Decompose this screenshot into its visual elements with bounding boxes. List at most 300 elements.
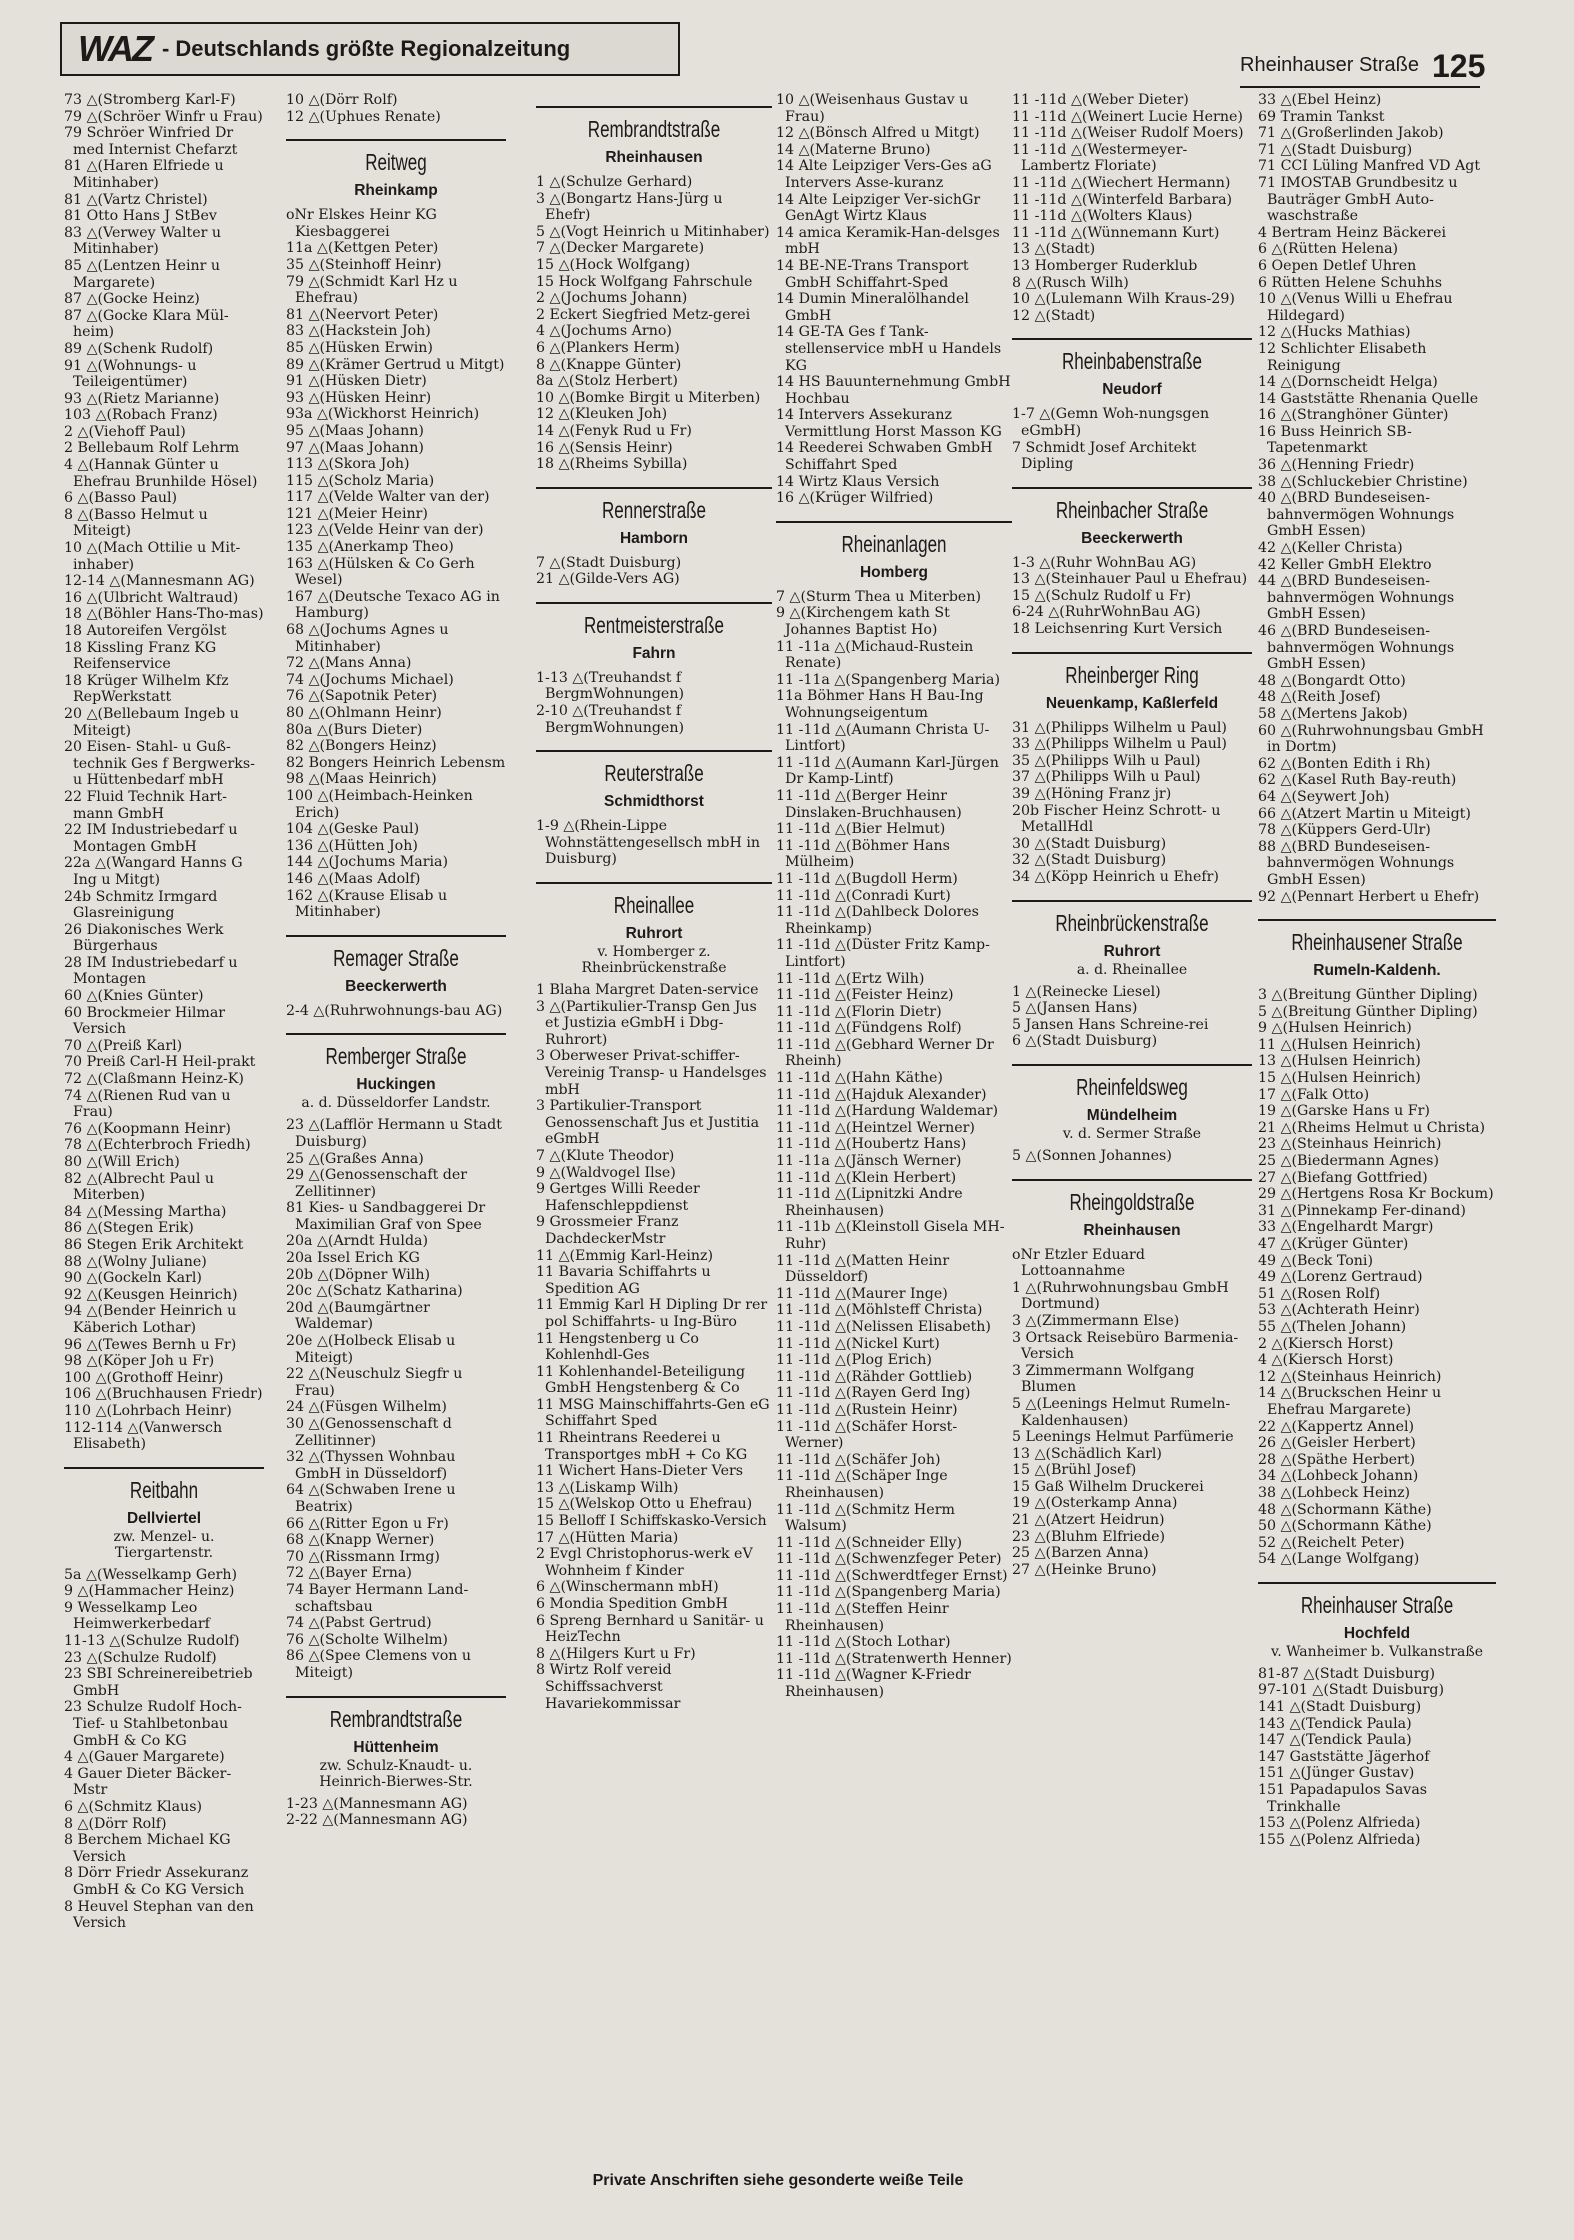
address-entry: 62 △(Kasel Ruth Bay-reuth) [1258,772,1457,789]
address-entry: 23 △(Bluhm Elfriede) [1012,1528,1166,1545]
address-entry: 2 △(Kiersch Horst) [1258,1335,1394,1352]
address-entry: 4 △(Gauer Margarete) [64,1749,225,1766]
address-entry: 32 △(Stadt Duisburg) [1012,852,1167,869]
address-entry: 11 -11d △(Feister Heinz) [776,987,954,1004]
address-entry: 20 Eisen- Stahl- u Guß-technik Ges f Bergwerks- u Hüttenbedarf mbH [64,739,255,789]
address-entry: 1 △(Ruhrwohnungsbau GmbH Dortmund) [1012,1279,1229,1313]
header-rule [1240,86,1480,88]
district-name: Hochfeld [1343,1624,1411,1642]
address-entry: 49 △(Beck Toni) [1258,1252,1373,1269]
address-entry: 27 △(Heinke Bruno) [1012,1561,1157,1578]
address-entry: 93 △(Rietz Marianne) [64,390,220,407]
address-entry: 9 △(Kirchengem kath St Johannes Baptist Ho) [776,605,950,639]
district-name: Fahrn [632,644,676,662]
address-entry: 55 △(Thelen Johann) [1258,1318,1407,1335]
address-entry: 19 △(Garske Hans u Fr) [1258,1103,1430,1120]
street-block-header [1012,1064,1252,1142]
street-name: Rheinbrückenstraße [1055,909,1209,936]
address-entry: 10 △(Bomke Birgit u Miterben) [536,389,761,406]
address-entry: 90 △(Gockeln Karl) [64,1270,202,1287]
address-entry: 91 △(Hüsken Dietr) [286,373,427,390]
address-entry: 110 △(Lohrbach Heinr) [64,1402,232,1419]
address-entry: 23 Schulze Rudolf Hoch- Tief- u Stahlbetonbau GmbH & Co KG [64,1699,242,1749]
address-entry: 7 Schmidt Josef Architekt Dipling [1012,439,1197,473]
address-entry: 11 Kohlenhandel-Beteiligung GmbH Hengstenberg & Co [536,1363,746,1397]
address-entry: 6 Spreng Bernhard u Sanitär- u HeizTechn [536,1612,764,1646]
address-entry: 84 △(Messing Martha) [64,1203,227,1220]
address-entry: 18 Autoreifen Vergölst [64,623,227,639]
address-entry: 22 △(Neuschulz Siegfr u Frau) [286,1366,463,1399]
address-entry: 1-3 △(Ruhr WohnBau AG) [1012,554,1197,571]
address-entry: 86 △(Spee Clemens von u Miteigt) [286,1648,472,1681]
address-entry: 11 -11d △(Hajduk Alexander) [776,1086,987,1103]
address-entry: 6 △(Basso Paul) [64,490,178,507]
address-entry: 8 Wirtz Rolf vereid Schiffssachverst Havariekommissar [536,1662,681,1712]
address-entry: 35 △(Steinhoff Heinr) [286,256,442,273]
address-entry: 91 △(Wohnungs- u Teileigentümer) [64,357,197,391]
street-block-header [286,1696,506,1790]
district-name: Rumeln-Kaldenh. [1313,962,1441,980]
address-entry: 9 Gertges Willi Reeder Hafenschleppdienst [536,1181,700,1214]
address-entry: 1 △(Reinecke Liesel) [1012,983,1161,1000]
address-entry: 11 -11d △(Schneider Elly) [776,1534,963,1551]
address-entry: 7 △(Decker Margarete) [536,240,705,257]
address-entry: 11 -11d △(Berger Heinr Dinslaken-Bruchhausen) [776,787,962,821]
address-entry: 60 △(Knies Günter) [64,988,204,1005]
address-entry: 3 △(Bongartz Hans-Jürg u Ehefr) [536,190,723,224]
address-entry: 3 Ortsack Reisebüro Barmenia-Versich [1012,1329,1239,1363]
address-entry: 11 -11a △(Michaud-Rustein Renate) [776,638,974,672]
address-entry: 7 △(Sturm Thea u Miterben) [776,588,981,605]
address-entry: 9 △(Hammacher Heinz) [64,1583,235,1600]
address-entry: 11 Rheintrans Reederei u Transportges mbH + Co KG [536,1430,748,1463]
street-name: Remager Straße [333,944,459,971]
address-entry: 8 △(Hilgers Kurt u Fr) [536,1645,696,1662]
address-entry: 74 △(Jochums Michael) [286,671,454,688]
address-entry: 8 △(Knappe Günter) [536,356,682,373]
street-block-header [1258,1582,1496,1660]
address-entry: 36 △(Henning Friedr) [1258,457,1415,474]
address-entry: 2 △(Viehoff Paul) [64,423,186,440]
address-entry: 11 -11d △(Nelissen Elisabeth) [776,1318,991,1335]
address-entry: 97 △(Maas Johann) [286,439,424,456]
newspaper-masthead [60,22,680,76]
address-entry: 83 △(Verwey Walter u Mitinhaber) [64,224,222,258]
address-entry: 81 Kies- u Sandbaggerei Dr Maximilian Graf von Spee [286,1200,486,1233]
address-entry: 49 △(Lorenz Gertraud) [1258,1269,1423,1286]
address-entry: 14 BE-NE-Trans Transport GmbH Schiffahrt-Sped [776,257,969,291]
address-entry: 20a Issel Erich KG [286,1250,420,1267]
address-entry: 14 △(Fenyk Rud u Fr) [536,422,692,439]
address-entry: 12 △(Bönsch Alfred u Mitgt) [776,125,980,142]
street-name: Rheinhauser Straße [1300,1591,1454,1618]
street-name: Remberger Straße [325,1043,467,1070]
address-entry: 11 -11d △(Houbertz Hans) [776,1136,967,1153]
address-entry: 14 amica Keramik-Han-delsges mbH [776,224,1000,258]
street-block-header [776,521,1012,583]
address-entry: 16 Buss Heinrich SB-Tapetenmarkt [1258,423,1412,457]
address-entry: 8 △(Rusch Wilh) [1012,274,1129,291]
address-entry: 11 -11d △(Wünnemann Kurt) [1012,224,1220,241]
address-entry: 11 -11d △(Lipnitzki Andre Rheinhausen) [776,1186,963,1219]
address-entry: 76 △(Scholte Wilhelm) [286,1631,448,1648]
address-entry: 155 △(Polenz Alfrieda) [1258,1831,1421,1848]
address-entry: 9 △(Hulsen Heinrich) [1258,1020,1412,1037]
address-entry: 11 -11d △(Aumann Karl-Jürgen Dr Kamp-Lintf) [776,754,999,788]
address-entry: 35 △(Philipps Wilh u Paul) [1012,752,1201,769]
address-entry: 30 △(Genossenschaft d Zellitinner) [286,1416,452,1449]
address-entry: 98 △(Köper Joh u Fr) [64,1353,215,1370]
address-entry: 2 △(Jochums Johann) [536,290,688,307]
address-entry: 12 △(Hucks Mathias) [1258,324,1411,341]
address-entry: 28 IM Industriebedarf u Montagen [64,954,238,988]
address-entry: 81 Otto Hans J StBev [64,208,217,225]
street-location-note: v. Homberger z. Rheinbrückenstraße [581,944,727,977]
address-entry: 78 △(Echterbroch Friedh) [64,1137,251,1154]
address-entry: 7 △(Klute Theodor) [536,1147,675,1164]
district-name: Beeckerwerth [1081,529,1183,547]
address-entry: 29 △(Genossenschaft der Zellitinner) [286,1167,468,1200]
address-entry: 14 △(Bruckschen Heinr u Ehefrau Margarete) [1258,1385,1442,1418]
address-entry: 18 Kissling Franz KG Reifenservice [64,639,217,673]
address-entry: 100 △(Grothoff Heinr) [64,1369,224,1386]
address-entry: 11-13 △(Schulze Rudolf) [64,1633,240,1650]
address-entry: 12 Schlichter Elisabeth Reinigung [1258,340,1427,374]
address-entry: 11 Emmig Karl H Dipling Dr rer pol Schiffahrts- u Ing-Büro [536,1297,768,1330]
address-entry: 12 △(Kleuken Joh) [536,406,668,423]
address-entry: 8 Heuvel Stephan van den Versich [64,1898,254,1932]
street-block-header [1012,1179,1252,1241]
address-entry: 97-101 △(Stadt Duisburg) [1258,1682,1445,1699]
district-name: Ruhrort [1103,942,1161,960]
address-entry: 14 Alte Leipziger Vers-Ges aG Intervers Asse-kuranz [776,158,992,191]
address-entry: 11 -11d △(Schäper Inge Rheinhausen) [776,1468,948,1501]
address-entry: 15 △(Welskop Otto u Ehefrau) [536,1496,753,1513]
address-entry: 11a Böhmer Hans H Bau-Ing Wohnungseigentum [776,688,984,721]
address-entry: 9 Grossmeier Franz DachdeckerMstr [536,1214,679,1247]
district-name: Schmidthorst [604,793,704,811]
street-name: Rennerstraße [601,496,707,523]
street-block-header [536,750,772,812]
address-entry: 58 △(Mertens Jakob) [1258,705,1408,722]
address-entry: 72 △(Bayer Erna) [286,1565,412,1582]
address-entry: 18 Leichsenring Kurt Versich [1012,621,1223,638]
street-block-header [1012,652,1252,714]
street-block-header [536,602,772,664]
address-entry: 8 Dörr Friedr Assekuranz GmbH & Co KG Versich [64,1865,249,1898]
address-entry: 153 △(Polenz Alfrieda) [1258,1815,1421,1832]
street-location-note: a. d. Düsseldorfer Landstr. [301,1095,491,1112]
address-entry: 11 -11d △(Rayen Gerd Ing) [776,1385,971,1402]
district-name: Rheinhausen [605,149,703,166]
address-entry: 34 △(Lohbeck Johann) [1258,1468,1419,1485]
address-entry: 2 Bellebaum Rolf Lehrm [64,440,240,457]
street-name: Rheinbacher Straße [1055,496,1209,523]
footer-note: Private Anschriften siehe gesonderte weiße Teile [592,2172,964,2189]
address-entry: 68 △(Jochums Agnes u Mitinhaber) [286,622,449,655]
address-entry: 40 △(BRD Bundeseisen-bahnvermögen Wohnungs GmbH Essen) [1258,490,1455,540]
address-entry: 69 Tramin Tankst [1258,108,1385,125]
address-entry: 162 △(Krause Elisab u Mitinhaber) [286,887,448,921]
address-entry: 9 △(Waldvogel Ilse) [536,1164,676,1181]
address-entry: 81 △(Neervort Peter) [286,306,439,323]
address-entry: 21 △(Rheims Helmut u Christa) [1258,1119,1486,1136]
address-entry: 48 △(Schormann Käthe) [1258,1501,1432,1518]
address-entry: 28 △(Späthe Herbert) [1258,1451,1416,1468]
address-entry: 11 -11d △(Böhmer Hans Mülheim) [776,837,950,871]
address-entry: 15 △(Schulz Rudolf u Fr) [1012,587,1192,604]
address-entry: 11 MSG Mainschiffahrts-Gen eG Schiffahrt Sped [536,1396,770,1430]
address-entry: 6 △(Rütten Helena) [1258,241,1399,258]
street-name: Rheinbabenstraße [1061,348,1203,375]
address-entry: 11 -11d △(Stoch Lothar) [776,1634,951,1651]
address-entry: 10 △(Dörr Rolf) [286,92,398,108]
street-name: Reuterstraße [604,760,704,787]
address-entry: 11 -11d △(Hahn Käthe) [776,1070,943,1087]
address-entry: 11 -11d △(Gebhard Werner Dr Rheinh) [776,1036,994,1070]
address-entry: 79 △(Schröer Winfr u Frau) [64,108,263,125]
address-entry: 15 △(Hock Wolfgang) [536,256,691,273]
address-entry: 1-9 △(Rhein-Lippe Wohnstättengesellsch mbH in Duisburg) [536,818,761,868]
street-location-note: zw. Schulz-Knaudt- u. Heinrich-Bierwes-Str. [319,1757,473,1790]
address-entry: 78 △(Küppers Gerd-Ulr) [1258,822,1431,839]
address-entry: 11 -11d △(Weber Dieter) [1012,92,1189,108]
directory-column-1 [64,92,264,2222]
address-entry: 151 △(Jünger Gustav) [1258,1765,1415,1782]
address-entry: 4 △(Jochums Arno) [536,323,672,340]
address-entry: 115 △(Scholz Maria) [286,472,435,489]
directory-column-6 [1258,92,1496,2222]
address-entry: 27 △(Biefang Gottfried) [1258,1169,1428,1186]
address-entry: 64 △(Seywert Joh) [1258,788,1390,805]
address-entry: 11 -11d △(Fündgens Rolf) [776,1020,962,1037]
address-entry: 11 -11d △(Weiser Rudolf Moers) [1012,125,1244,142]
street-block-header [64,1467,264,1561]
address-entry: 13 △(Hulsen Heinrich) [1258,1053,1421,1070]
address-entry: 23 △(Lafflör Hermann u Stadt Duisburg) [286,1117,502,1150]
address-entry: 66 △(Atzert Martin u Miteigt) [1258,805,1471,822]
address-entry: 147 △(Tendick Paula) [1258,1732,1412,1749]
district-name: Huckingen [356,1076,436,1094]
address-entry: 11 -11d △(Klein Herbert) [776,1169,957,1186]
district-name: Hüttenheim [353,1738,439,1756]
address-entry: 37 △(Philipps Wilh u Paul) [1012,769,1201,786]
address-entry: 143 △(Tendick Paula) [1258,1715,1412,1732]
address-entry: 10 △(Lulemann Wilh Kraus-29) [1012,291,1235,308]
address-entry: oNr Elskes Heinr KG Kiesbaggerei [286,207,437,240]
address-entry: 20e △(Holbeck Elisab u Miteigt) [286,1333,456,1366]
address-entry: 26 Diakonisches Werk Bürgerhaus [64,921,224,955]
street-location-note: v. Wanheimer b. Vulkanstraße [1270,1643,1484,1660]
address-entry: 92 △(Keusgen Heinrich) [64,1286,238,1303]
address-entry: 38 △(Lohbeck Heinz) [1258,1484,1411,1501]
address-entry: 71 △(Stadt Duisburg) [1258,141,1413,158]
address-entry: 22 Fluid Technik Hart-mann GmbH [64,788,227,822]
district-name: Beeckerwerth [345,977,447,995]
street-block-header [286,1033,506,1111]
address-entry: 47 △(Krüger Günter) [1258,1236,1409,1252]
address-entry: 11 -11d △(Schmitz Herm Walsum) [776,1501,955,1535]
address-entry: 10 △(Mach Ottilie u Mit-inhaber) [64,540,241,573]
address-entry: 11 -11d △(Aumann Christa U-Lintfort) [776,721,990,755]
address-entry: 93a △(Wickhorst Heinrich) [286,406,480,423]
address-entry: 80a △(Burs Dieter) [286,721,423,738]
address-entry: 11 -11d △(Plog Erich) [776,1352,932,1369]
street-name: Rheinallee [613,892,695,919]
address-entry: 3 Oberweser Privat-schiffer-Vereinig Transp- u Handelsges mbH [536,1048,767,1098]
address-entry: 60 Brockmeier Hilmar Versich [64,1004,226,1038]
address-entry: 11 -11d △(Conradi Kurt) [776,887,951,904]
address-entry: 144 △(Jochums Maria) [286,854,449,871]
address-entry: 25 △(Graßes Anna) [286,1150,424,1167]
address-entry: 15 Belloff I Schiffskasko-Versich [536,1513,767,1530]
address-entry: 83 △(Hackstein Joh) [286,323,431,340]
address-entry: oNr Etzler Eduard Lottoannahme [1012,1246,1145,1280]
address-entry: 42 △(Keller Christa) [1258,540,1403,557]
address-entry: 17 △(Falk Otto) [1258,1086,1370,1103]
address-entry: 11 -11d △(Wagner K-Friedr Rheinhausen) [776,1667,971,1701]
address-entry: 70 Preiß Carl-H Heil-prakt [64,1054,256,1071]
address-entry: 74 △(Rienen Rud van u Frau) [64,1087,231,1121]
address-entry: 11 -11d △(Ertz Wilh) [776,970,925,987]
address-entry: 11 -11d △(Westermeyer-Lambertz Floriate) [1012,141,1188,175]
address-entry: 11 -11d △(Düster Fritz Kamp-Lintfort) [776,937,990,970]
address-entry: 5 Jansen Hans Schreine-rei [1012,1016,1209,1033]
address-entry: 70 △(Preiß Karl) [64,1037,183,1054]
address-entry: 25 △(Barzen Anna) [1012,1545,1149,1562]
address-entry: 11 -11d △(Steffen Heinr Rheinhausen) [776,1601,949,1634]
address-entry: 23 △(Steinhaus Heinrich) [1258,1136,1442,1153]
address-entry: 82 △(Albrecht Paul u Miterben) [64,1170,215,1204]
address-entry: 2-10 △(Treuhandst f BergmWohnungen) [536,703,684,736]
address-entry: 33 △(Ebel Heinz) [1258,92,1382,108]
waz-logo: WAZ [78,28,152,69]
address-entry: 3 Zimmermann Wolfgang Blumen [1012,1362,1195,1396]
address-entry: 4 Gauer Dieter Bäcker-Mstr [64,1765,232,1799]
street-block-header [1258,919,1496,981]
address-entry: 87 △(Gocke Klara Mül-heim) [64,307,229,341]
address-entry: 46 △(BRD Bundeseisen-bahnvermögen Wohnungs GmbH Essen) [1258,623,1455,673]
address-entry: 5 △(Vogt Heinrich u Mitinhaber) [536,223,770,240]
address-entry: 25 △(Biedermann Agnes) [1258,1153,1440,1170]
address-entry: 14 Alte Leipziger Ver-sichGr GenAgt Wirtz Klaus [776,191,981,225]
address-entry: 12 △(Uphues Renate) [286,108,441,125]
address-entry: 13 △(Schädlich Karl) [1012,1445,1162,1462]
address-entry: 21 △(Gilde-Vers AG) [536,571,680,588]
masthead-tagline: - Deutschlands größte Regionalzeitung [161,36,571,61]
address-entry: 74 Bayer Hermann Land-schaftsbau [286,1581,469,1615]
address-entry: 112-114 △(Vanwersch Elisabeth) [64,1419,223,1453]
address-entry: 11 -11d △(Spangenberg Maria) [776,1584,1001,1601]
district-name: Neudorf [1102,381,1162,399]
address-entry: 33 △(Engelhardt Margr) [1258,1219,1434,1236]
address-entry: 93 △(Hüsken Heinr) [286,389,432,406]
address-entry: 2-4 △(Ruhrwohnungs-bau AG) [286,1002,503,1019]
address-entry: 18 △(Rheims Sybilla) [536,456,688,473]
directory-column-5 [1012,92,1252,2222]
address-entry: 73 △(Stromberg Karl-F) [64,92,236,108]
address-entry: 23 SBI Schreinereibetrieb GmbH [64,1666,253,1699]
address-entry: 103 △(Robach Franz) [64,407,218,424]
address-entry: 4 Bertram Heinz Bäckerei [1258,224,1447,241]
address-entry: 151 Papadapulos Savas Trinkhalle [1258,1782,1428,1815]
address-entry: 31 △(Philipps Wilhelm u Paul) [1012,719,1227,736]
address-entry: 136 △(Hütten Joh) [286,837,418,854]
address-entry: 30 △(Stadt Duisburg) [1012,835,1167,852]
address-entry: 15 △(Hulsen Heinrich) [1258,1070,1421,1087]
address-entry: 10 △(Weisenhaus Gustav u Frau) [776,92,969,125]
address-entry: 72 △(Mans Anna) [286,655,412,672]
address-entry: 89 △(Krämer Gertrud u Mitgt) [286,356,505,373]
address-entry: 51 △(Rosen Rolf) [1258,1285,1381,1302]
address-entry: 2 Evgl Christophorus-werk eV Wohnheim f Kinder [536,1546,753,1579]
address-entry: 42 Keller GmbH Elektro [1258,556,1432,573]
address-entry: 2 Eckert Siegfried Metz-gerei [536,306,751,323]
address-entry: 14 Wirtz Klaus Versich [776,473,940,490]
address-entry: 13 Homberger Ruderklub [1012,257,1198,274]
address-entry: 79 Schröer Winfried Dr med Internist Chefarzt [64,125,238,158]
street-block-header [1012,338,1252,400]
address-entry: 80 △(Ohlmann Heinr) [286,705,442,721]
address-entry: 1-13 △(Treuhandst f BergmWohnungen) [536,669,684,703]
running-title: Rheinhauser Straße [1240,54,1419,76]
address-entry: 86 △(Stegen Erik) [64,1220,194,1237]
street-block-header [286,139,506,201]
address-entry: 11 -11a △(Jänsch Werner) [776,1153,962,1170]
address-entry: 18 △(Böhler Hans-Tho-mas) [64,606,264,623]
address-entry: 6-24 △(RuhrWohnBau AG) [1012,604,1201,621]
district-name: Rheinkamp [354,182,438,200]
address-entry: 11 -11d △(Schwerdtfeger Ernst) [776,1567,1008,1584]
address-entry: 11 Wichert Hans-Dieter Vers [536,1463,744,1480]
address-entry: 8 Berchem Michael KG Versich [64,1832,231,1865]
district-name: Hamborn [619,529,689,547]
address-entry: 167 △(Deutsche Texaco AG in Hamburg) [286,588,500,622]
address-entry: 11 -11d △(Winterfeld Barbara) [1012,191,1233,208]
address-entry: 16 △(Krüger Wilfried) [776,490,934,507]
address-entry: 11 -11d △(Maurer Inge) [776,1285,948,1302]
address-entry: 22 IM Industriebedarf u Montagen GmbH [64,822,238,855]
address-entry: 16 △(Sensis Heinr) [536,439,673,456]
address-entry: 19 △(Osterkamp Anna) [1012,1495,1178,1512]
directory-column-3 [536,92,772,2222]
district-name: Rheinhausen [1083,1221,1181,1239]
address-entry: 8 △(Dörr Rolf) [64,1815,167,1832]
address-entry: 3 Partikulier-Transport Genossenschaft Jus et Justitia eGmbH [536,1098,760,1148]
address-entry: 6 △(Schmitz Klaus) [64,1799,203,1815]
address-entry: 15 Gaß Wilhelm Druckerei [1012,1478,1204,1495]
address-entry: 147 Gaststätte Jägerhof [1258,1748,1430,1765]
address-entry: 11 -11d △(Rustein Heinr) [776,1401,958,1418]
address-entry: 11 -11d △(Schäfer Horst-Werner) [776,1418,958,1452]
street-name: Rheinfeldsweg [1076,1073,1188,1100]
address-entry: 5 △(Leenings Helmut Rumeln-Kaldenhausen) [1012,1395,1231,1429]
address-entry: 82 △(Bongers Heinz) [286,738,437,755]
address-entry: 71 △(Großerlinden Jakob) [1258,125,1444,142]
address-entry: 53 △(Achterath Heinr) [1258,1302,1420,1319]
address-entry: 4 △(Hannak Günter u Ehefrau Brunhilde Hösel) [64,457,258,490]
address-entry: 12 △(Steinhaus Heinrich) [1258,1368,1442,1385]
address-entry: 88 △(BRD Bundeseisen-bahnvermögen Wohnungs GmbH Essen) [1258,838,1455,888]
address-entry: 11a △(Kettgen Peter) [286,240,439,257]
address-entry: 6 Mondia Spedition GmbH [536,1596,728,1612]
address-entry: 11 -11d △(Weinert Lucie Herne) [1012,108,1243,125]
address-entry: 14 Intervers Assekuranz Vermittlung Horst Masson KG [776,407,1002,440]
address-entry: 11 -11b △(Kleinstoll Gisela MH-Ruhr) [776,1219,1005,1252]
street-name: Rembrandtstraße [329,1705,463,1732]
address-entry: 14 Reederei Schwaben GmbH Schiffahrt Sped [776,440,993,474]
address-entry: 16 △(Ulbricht Waltraud) [64,589,239,606]
